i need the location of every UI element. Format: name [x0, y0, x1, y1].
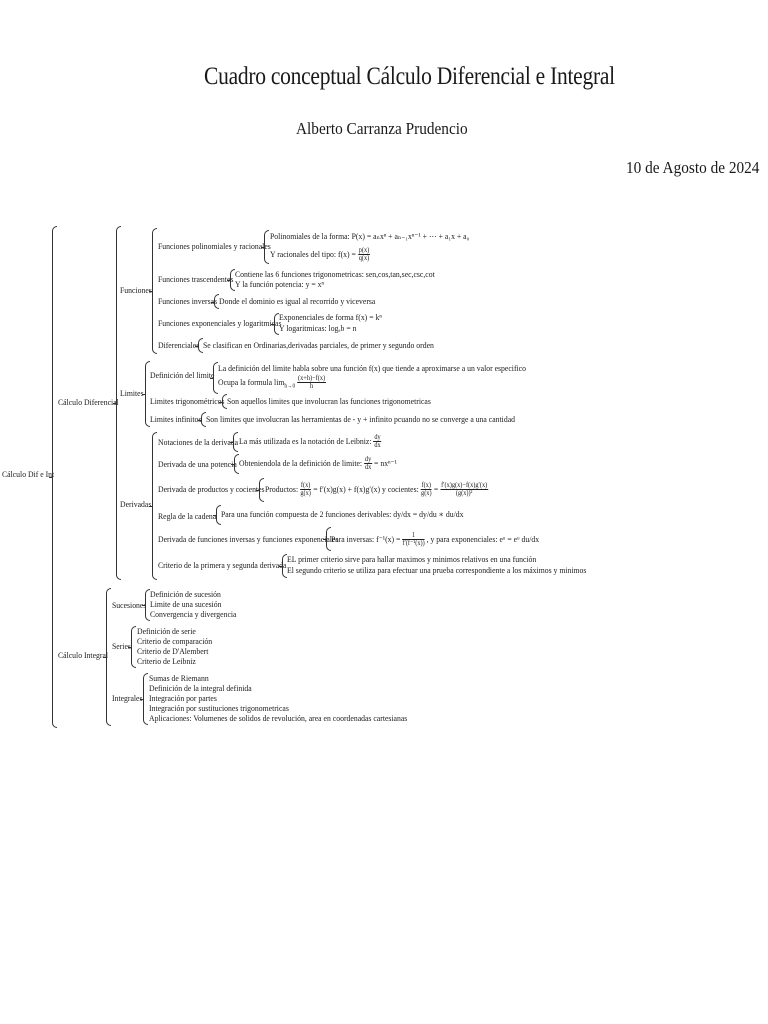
ser-item-2: Criterio de D'Alembert: [137, 646, 209, 656]
der-inv-text: Para inversas:: [331, 533, 375, 544]
poli-d1: Polinomiales de la forma: P(x) = aₙxⁿ + aₙ₋₁xⁿ⁻¹ + ⋯ + a₁x + a₀: [270, 231, 470, 241]
exp-label: Funciones exponenciales y logaritmicas: [158, 318, 282, 328]
document-title: Cuadro conceptual Cálculo Diferencial e Integral: [204, 63, 615, 90]
der-inv-label: Derivada de funciones inversas y funciones exponenciales: [158, 534, 339, 544]
integrales-label: Integrales: [112, 693, 143, 703]
derivadas-label: Derivadas: [120, 499, 152, 509]
der-pot-text: Obteniendola de la definición de limite:: [239, 457, 363, 468]
der-crit-label: Criterio de la primera y segunda derivada: [158, 560, 287, 570]
int-item-3: Integración por sustituciones trigonometricas: [149, 703, 289, 713]
inv-label: Funciones inversas: [158, 296, 218, 306]
der-prod-brace: [259, 478, 264, 502]
derivadas-brace: [152, 432, 157, 580]
poli-brace: [264, 230, 269, 264]
integrales-brace: [143, 673, 148, 725]
der-pot-den: dx: [364, 463, 372, 472]
ser-item-1: Criterio de comparación: [137, 636, 213, 646]
limtrig-label: Limites trigonométricos: [150, 396, 225, 406]
inv-d1: Donde el dominio es igual al recorrido y viceversa: [219, 296, 376, 306]
der-prod-ffrac: [300, 482, 311, 498]
diferencial-brace: [116, 226, 121, 580]
der-prod-ffrac2: [421, 482, 432, 498]
limdef-d1: La definición del limite habla sobre una función f(x) que tiende a aproximarse a un valor especifico: [218, 363, 526, 373]
der-not-label: Notaciones de la derivada: [158, 437, 239, 447]
document-date: 10 de Agosto de 2024: [626, 158, 760, 177]
limtrig-d1: Son aquellos limites que involucran las funciones trigonometricas: [227, 396, 431, 406]
der-cadena-text: Para una función compuesta de 2 funciones derivables:: [221, 509, 392, 519]
limdef-d2-num: (x+h)−f(x): [298, 374, 326, 382]
trasc-d1: Contiene las 6 funciones trigonometricas: sen,cos,tan,sec,csc,cot: [235, 269, 435, 279]
dif-d1: Se clasifican en Ordinarias,derivadas parciales, de primer y segundo orden: [203, 340, 434, 350]
limdef-d2: [218, 375, 326, 391]
poli-label: Funciones polinomiales y racionales: [158, 241, 271, 251]
der-inv-frac: [402, 532, 424, 548]
poli-d2-den: q(x): [358, 254, 370, 263]
limdef-label: Definición del limite: [150, 370, 215, 380]
series-label: Series: [112, 641, 131, 651]
poli-d2-text: Y racionales del tipo: f(x) =: [270, 248, 356, 259]
ser-item-0: Definición de serie: [137, 626, 196, 636]
suc-item-1: Limite de una sucesión: [150, 599, 222, 609]
der-pot-label: Derivada de una potencia: [158, 459, 237, 469]
der-prod-qden: (g(x))²: [455, 489, 473, 498]
der-inv-den: f′(f⁻¹(x)): [402, 539, 425, 548]
der-crit-d2: El segundo criterio se utiliza para efectuar una prueba correspondiente a los máximos y minimos: [287, 565, 587, 575]
der-prod-label: Derivada de productos y cocientes: [158, 484, 265, 494]
poli-d2-num: p(x): [358, 246, 370, 254]
limdef-d2-den: h: [309, 382, 314, 391]
der-prod-text: Productos:: [265, 483, 299, 494]
root-brace: [52, 226, 57, 728]
der-inv-text3: , y para exponenciales:: [426, 533, 498, 544]
der-prod-fnum2: f(x): [421, 481, 432, 489]
limites-label: Limites: [120, 388, 144, 398]
der-pot-tail: = nxⁿ⁻¹: [374, 457, 397, 468]
der-pot-d1: [239, 456, 397, 472]
integral-label: Cálculo Integral: [58, 650, 109, 660]
exp-d2: Y logaritmicas: logₐb = n: [279, 323, 357, 333]
der-prod-fden: g(x): [300, 489, 311, 498]
der-cadena-label: Regla de la cadena: [158, 511, 217, 521]
funciones-label: Funciones: [120, 285, 152, 295]
der-inv-tail: eᵘ = eᵘ du/dx: [499, 533, 540, 544]
der-cadena-eq: dy/dx = dy/du ∗ du/dx: [393, 509, 464, 519]
der-cadena-d1: [221, 510, 463, 519]
der-not-num: dy: [374, 433, 381, 441]
der-prod-fnum: f(x): [300, 481, 311, 489]
der-inv-num: 1: [402, 532, 424, 540]
document-author: Alberto Carranza Prudencio: [296, 119, 468, 138]
der-prod-qnum: f′(x)g(x)−f(x)g′(x): [441, 481, 488, 489]
series-brace: [131, 626, 136, 668]
der-not-text: La más utilizada es la notación de Leibniz:: [239, 435, 372, 446]
suc-item-2: Convergencia y divergencia: [150, 609, 237, 619]
int-item-0: Sumas de Riemann: [149, 673, 209, 683]
der-inv-d1: [331, 532, 539, 548]
trasc-label: Funciones trascendentes: [158, 274, 234, 284]
integral-brace: [106, 588, 111, 726]
poli-d2: [270, 247, 370, 263]
liminf-label: Limites infinitos: [150, 414, 202, 424]
der-not-d1: [239, 434, 382, 450]
ser-item-3: Criterio de Leibniz: [137, 656, 196, 666]
der-prod-d1: Productos: $\frac{f(x)}{g(x)}$ = f′(x)g(x) + f(x)g′(x) y cocientes: $\frac{f(x)}{g(x)}$ = $\frac{f'(x)g(x)-f(x)g'(x)}{\text{(g(x))²}}$: [265, 481, 488, 498]
der-not-brace: [233, 432, 238, 452]
poli-d2-frac: [358, 247, 370, 263]
int-item-1: Definición de la integral definida: [149, 683, 252, 693]
sucesiones-label: Sucesiones: [112, 600, 147, 610]
der-pot-num: dy: [364, 455, 372, 463]
der-inv-text2: f⁻¹(x) =: [376, 533, 401, 544]
root-label: Cálculo Dif e Int: [2, 469, 55, 479]
der-not-frac: [373, 434, 381, 450]
liminf-d1: Son limites que involucran las herramientas de - y + infinito pcuando no se converge a una cantidad: [206, 414, 515, 424]
limdef-d2-text: Ocupa la formula lim: [218, 376, 285, 387]
limdef-d2-frac: [297, 375, 326, 391]
funciones-brace: [152, 228, 157, 354]
dif-label: Diferenciales: [158, 340, 200, 350]
int-item-4: Aplicaciones: Volumenes de solidos de revolución, area en coordenadas cartesianas: [149, 713, 408, 723]
suc-item-0: Definición de sucesión: [150, 589, 221, 599]
diferencial-label: Cálculo Diferencial: [58, 397, 119, 407]
int-item-2: Integración por partes: [149, 693, 217, 703]
der-prod-qfrac: [440, 482, 488, 498]
exp-d1: Exponenciales de forma f(x) = kⁿ: [279, 312, 382, 322]
der-prod-text2: = f′(x)g(x) + f(x)g′(x) y cocientes:: [313, 483, 419, 494]
der-prod-fden2: g(x): [421, 489, 432, 498]
limdef-d2-sub: h→0: [284, 383, 296, 390]
trasc-d2: Y la función potencia: y = xⁿ: [235, 279, 324, 289]
der-pot-frac: [364, 456, 372, 472]
der-crit-d1: EL primer criterio sirve para hallar maximos y minimos relativos en una función: [287, 554, 537, 564]
der-not-den: dx: [374, 441, 381, 450]
